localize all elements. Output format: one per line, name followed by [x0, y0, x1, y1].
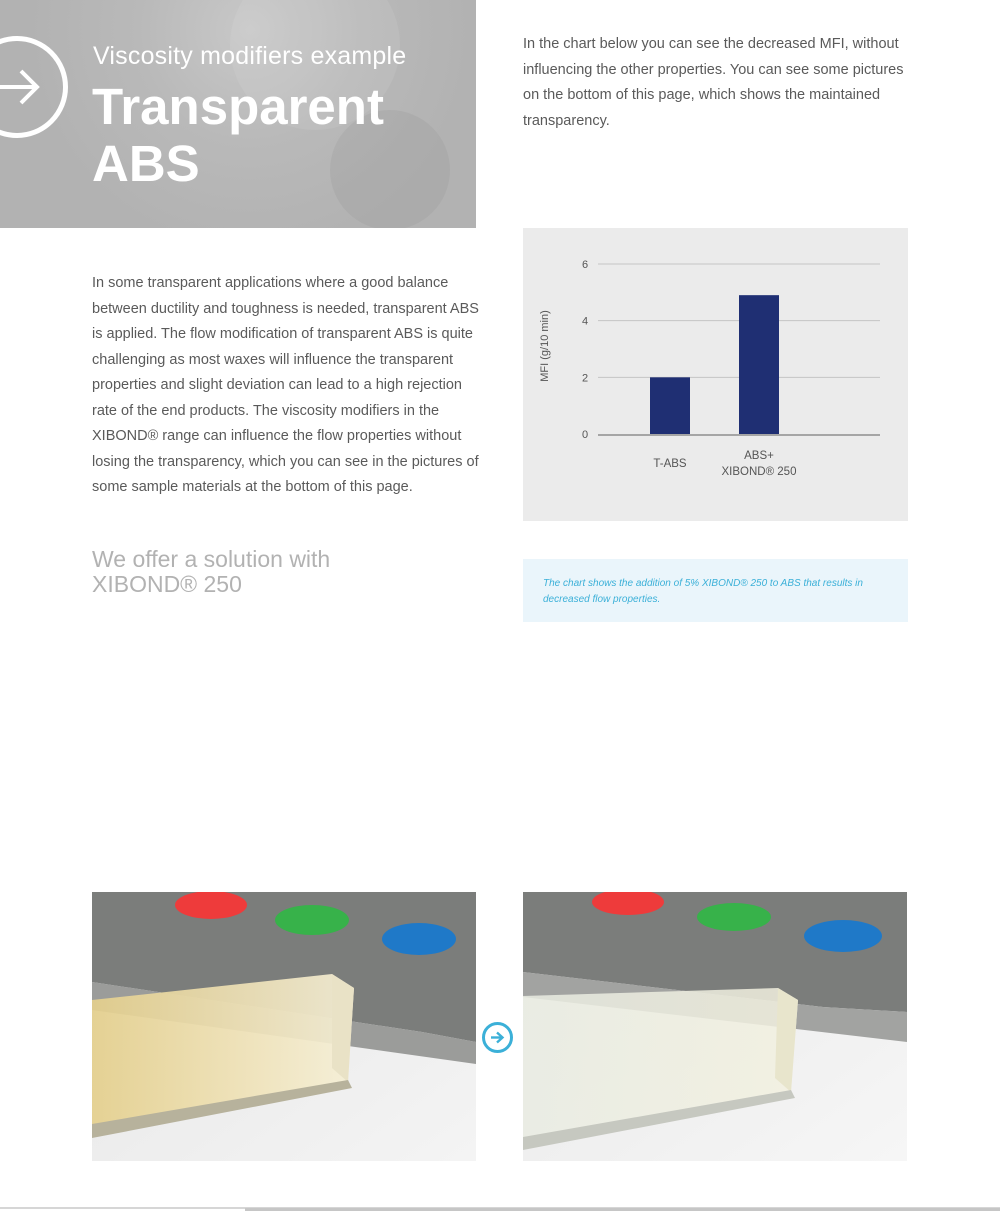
bar	[650, 377, 690, 434]
arrow-right-circle-icon	[0, 36, 68, 138]
chart-caption-box	[523, 559, 908, 622]
offer-heading: We offer a solution with XIBOND® 250	[92, 546, 331, 597]
photo-t-abs-sample	[92, 892, 476, 1161]
chart-caption: The chart shows the addition of 5% XIBOND® 250 to ABS that results in decreased flow properties.	[543, 578, 863, 605]
x-tick-label: ABS+	[744, 450, 774, 462]
y-tick-label: 6	[581, 259, 589, 271]
body-paragraph: In some transparent applications where a good balance between ductility and toughness is needed, transparent ABS is applied. The flow modification of transparent ABS is quite challenging as most waxes will influence the transparent properties and slight deviation can lead to a high rejection rate of the end products. The viscosity modifiers in the XIBOND® range can influence the flow properties without losing the transparency, which you can see in the pictures of some sample materials at the bottom of this page.	[92, 275, 479, 495]
page-title: Transparent ABS	[92, 78, 384, 192]
y-tick-label: 4	[581, 315, 589, 328]
y-tick-label: 0	[581, 429, 589, 441]
arrow-right-circle-icon	[482, 1022, 513, 1053]
y-tick-label: 2	[581, 372, 589, 385]
x-tick-label: XIBOND® 250	[721, 466, 797, 478]
bar	[739, 295, 779, 434]
y-axis-label: MFI (g/10 min)	[539, 310, 551, 382]
photo-abs-xibond-sample	[523, 892, 907, 1161]
chart-canvas	[523, 228, 908, 521]
intro-paragraph: In the chart below you can see the decreased MFI, without influencing the other properties. You can see some pictures on the bottom of this page, which shows the maintained transparency.	[523, 36, 904, 129]
hero-banner	[0, 0, 476, 228]
mfi-chart	[523, 228, 908, 521]
x-tick-label: T-ABS	[653, 458, 687, 470]
hero-subtitle: Viscosity modifiers example	[93, 42, 407, 70]
